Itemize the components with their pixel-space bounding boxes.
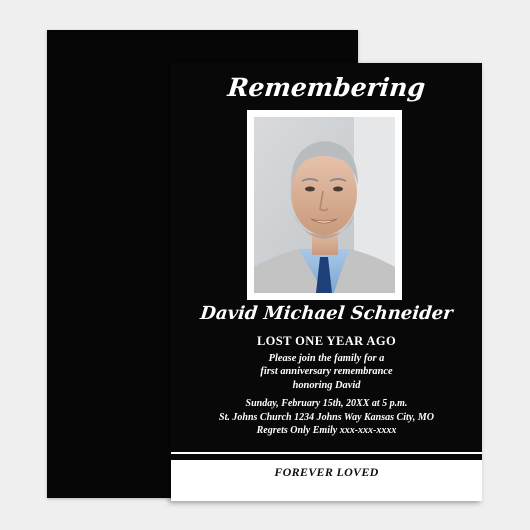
invitation-line: honoring David (292, 379, 361, 391)
memorial-card (171, 63, 482, 501)
event-date-line: Sunday, February 15th, 20XX at 5 p.m. (245, 398, 408, 409)
event-details (171, 397, 482, 438)
event-location-line: St. Johns Church 1234 Johns Way Kansas City, MO (219, 411, 434, 423)
invitation-text (171, 352, 482, 392)
invitation-line: Please join the family for a (268, 353, 385, 364)
rsvp-line: Regrets Only Emily xxx-xxx-xxxx (256, 425, 397, 436)
card-title: Remembering (226, 73, 427, 102)
divider-rule (171, 452, 482, 454)
portrait-photo-icon (254, 117, 395, 293)
subheading: LOST ONE YEAR AGO (256, 334, 397, 348)
footer-text: FOREVER LOVED (274, 465, 379, 479)
invitation-line: first anniversary remembrance (260, 366, 393, 378)
photo-frame (247, 110, 402, 300)
portrait-photo (254, 117, 395, 293)
deceased-name: David Michael Schneider (199, 303, 454, 324)
